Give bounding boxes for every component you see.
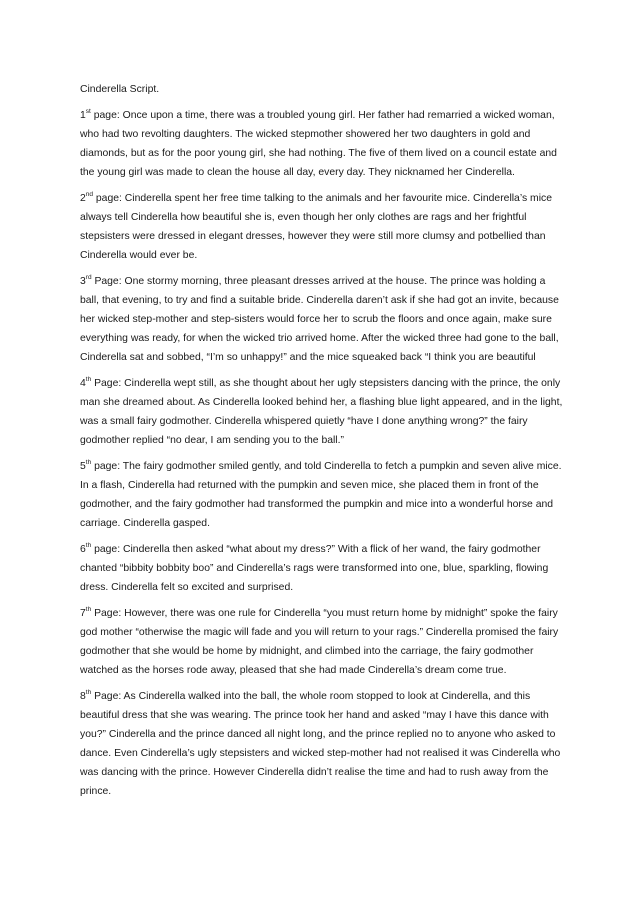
page-number: 4	[80, 378, 86, 389]
paragraph-page-8	[80, 687, 564, 801]
page-number: 5	[80, 461, 86, 472]
page-number: 7	[80, 608, 86, 619]
ordinal-suffix: nd	[85, 191, 94, 198]
paragraph-text: page: Cinderella spent her free time talking to the animals and her favourite mice. Cinderella’s mice always tell Cinderella how beautiful she is, even though her only clothes are rags and her frightful stepsisters were dressed in elegant dresses, however they were still more clumsy and potbellied than Cinderella would ever be.	[80, 193, 552, 261]
paragraph-text: page: Once upon a time, there was a troubled young girl. Her father had remarried a wicked woman, who had two revolting daughters. The wicked stepmother showered her two daughters in gold and diamonds, but as for the poor young girl, she had nothing. The five of them lived on a council estate and the young girl was made to clean the house all day, every day. They nicknamed her Cinderella.	[80, 110, 557, 178]
paragraph-text: page: The fairy godmother smiled gently, and told Cinderella to fetch a pumpkin and seven alive mice. In a flash, Cinderella had returned with the pumpkin and seven mice, she placed them in front of the godmother, and the fairy godmother had transformed the pumpkin and mice into a wonderful horse and carriage. Cinderella gasped.	[80, 461, 562, 529]
page-number: 2	[80, 193, 86, 204]
document-body	[80, 80, 564, 808]
document-title: Cinderella Script.	[80, 84, 160, 95]
paragraph-text: Page: One stormy morning, three pleasant dresses arrived at the house. The prince was holding a ball, that evening, to try and find a suitable bride. Cinderella daren’t ask if she had got an invite, because her wicked step-mother and step-sisters would force her to scrub the floors and once again, make sure everything was ready, for when the wicked trio arrived home. After the wicked three had gone to the ball, Cinderella sat and sobbed, “I’m so unhappy!” and the mice squeaked back “I think you are beautiful	[80, 276, 559, 363]
paragraph-text: Page: Cinderella wept still, as she thought about her ugly stepsisters dancing with the prince, the only man she dreamed about. As Cinderella looked behind her, a flashing blue light appeared, and in the light, was a small fairy godmother. Cinderella whispered quietly “have I done anything wrong?” the fairy godmother replied “no dear, I am sending you to the ball.”	[80, 378, 563, 446]
paragraph-page-6	[80, 540, 564, 597]
paragraph-page-1	[80, 106, 564, 182]
ordinal-suffix: th	[85, 542, 92, 549]
paragraph-page-3	[80, 272, 564, 367]
ordinal-suffix: rd	[85, 274, 92, 281]
page-number: 8	[80, 691, 86, 702]
ordinal-suffix: th	[85, 376, 92, 383]
page-number: 1	[80, 110, 86, 121]
paragraph-page-2	[80, 189, 564, 265]
paragraph-page-4	[80, 374, 564, 450]
paragraph-text: Page: As Cinderella walked into the ball, the whole room stopped to look at Cinderella, and this beautiful dress that she was wearing. The prince took her hand and asked “may I have this dance with you?” Cinderella and the prince danced all night long, and the prince replied no to anyone who asked to dance. Even Cinderella’s ugly stepsisters and wicked step-mother had not realised it was Cinderella who was dancing with the prince. However Cinderella didn’t realise the time and had to rush away from the prince.	[80, 691, 561, 797]
page-number: 6	[80, 544, 86, 555]
page-number: 3	[80, 276, 86, 287]
paragraph-page-7	[80, 604, 564, 680]
paragraph-text: Page: However, there was one rule for Cinderella “you must return home by midnight” spoke the fairy god mother “otherwise the magic will fade and you will return to your rags.” Cinderella promised the fairy godmother that she would be home by midnight, and climbed into the carriage, the fairy godmother watched as the horses rode away, pleased that she had made Cinderella’s dream come true.	[80, 608, 559, 676]
ordinal-suffix: st	[85, 108, 91, 115]
paragraph-text: page: Cinderella then asked “what about my dress?” With a flick of her wand, the fairy godmother chanted “bibbity bobbity boo” and Cinderella’s rags were transformed into one, blue, sparkling, flowing dress. Cinderella felt so excited and surprised.	[80, 544, 549, 593]
paragraph-page-5	[80, 457, 564, 533]
ordinal-suffix: th	[85, 689, 92, 696]
ordinal-suffix: th	[85, 459, 92, 466]
ordinal-suffix: th	[85, 606, 92, 613]
